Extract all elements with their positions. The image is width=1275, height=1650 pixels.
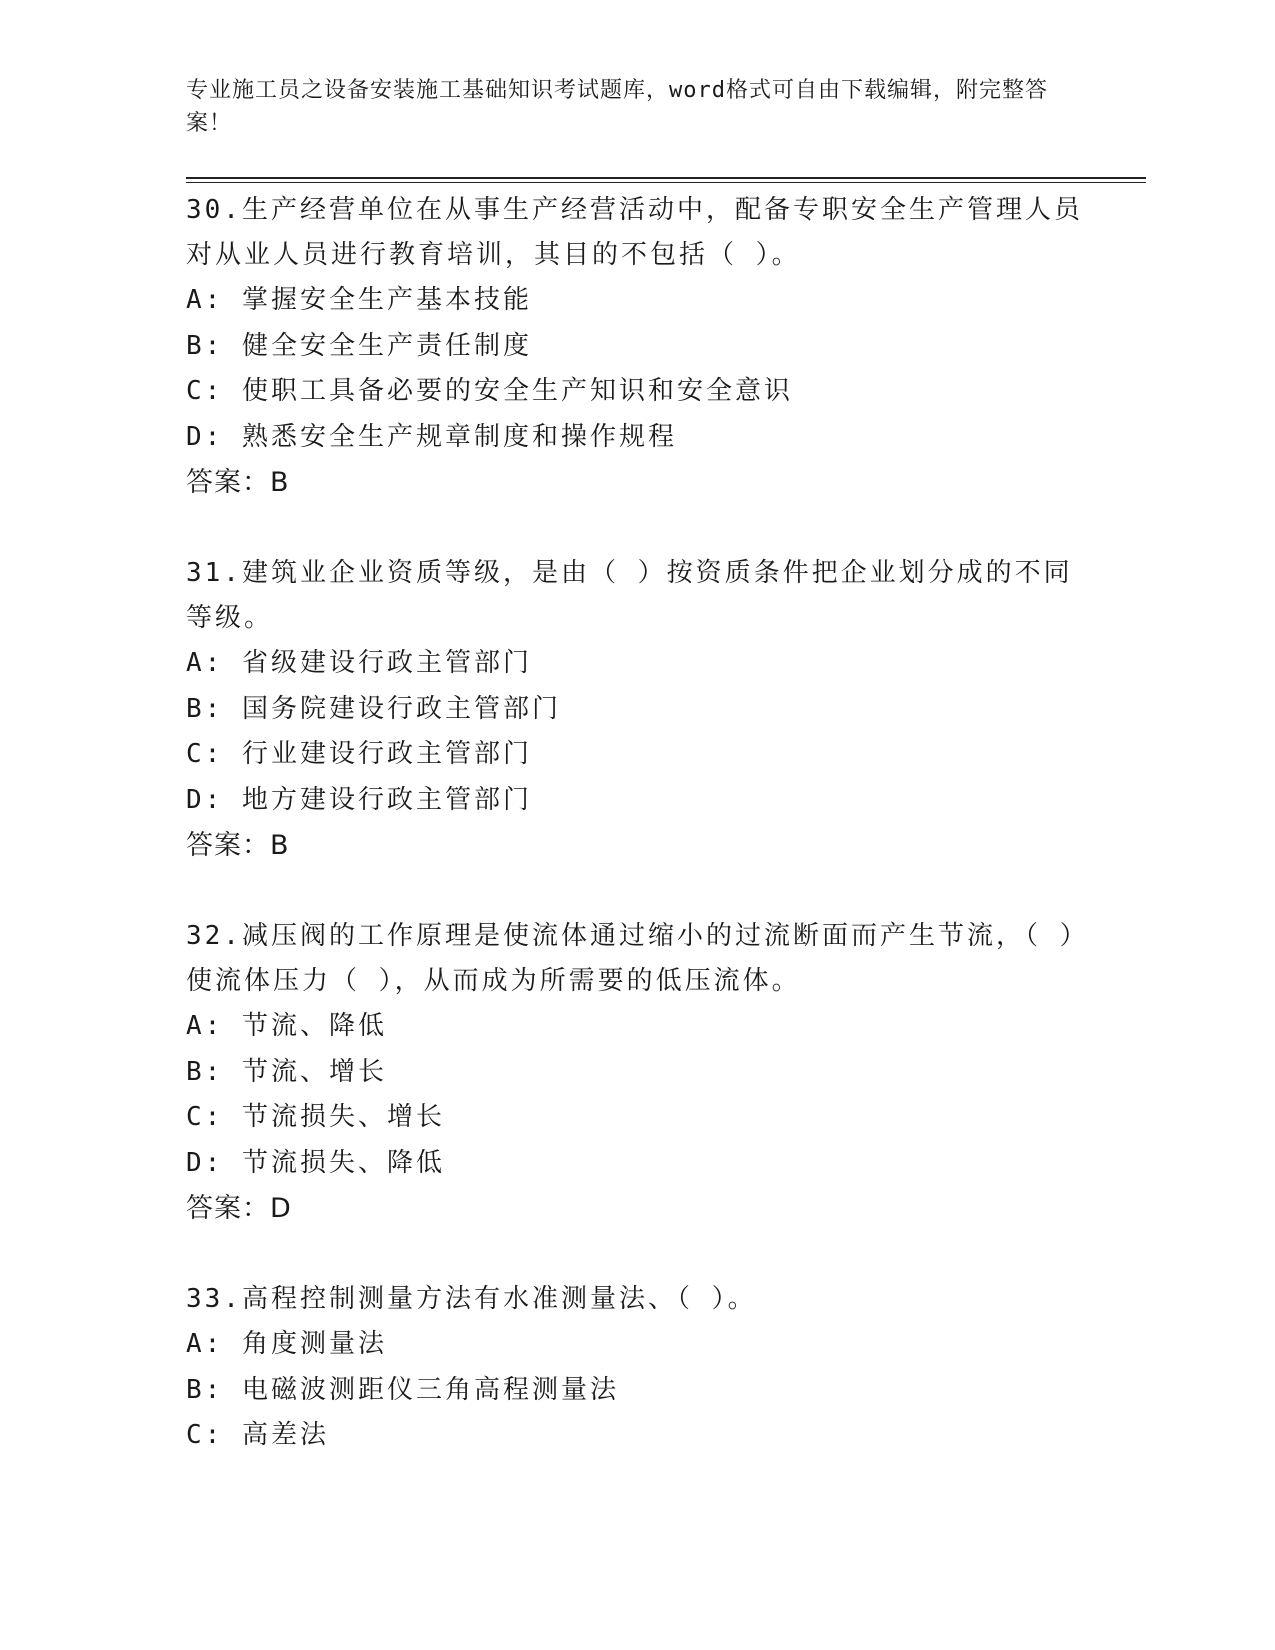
option-a: A: 角度测量法 [186,1329,387,1359]
option-b: B: 健全安全生产责任制度 [186,330,532,361]
option-a: A: 掌握安全生产基本技能 [186,285,532,315]
option-c: C: 高差法 [186,1420,329,1450]
option-c: C: 行业建设行政主管部门 [186,739,532,769]
question-list [186,188,1086,1459]
question-30 [186,188,1086,505]
answer-label: 答案：B [186,830,290,861]
option-d: D: 熟悉安全生产规章制度和操作规程 [186,421,677,452]
option-d: D: 节流损失、降低 [186,1147,445,1178]
document-header: 专业施工员之设备安装施工基础知识考试题库，word格式可自由下载编辑，附完整答案！ [186,78,1048,136]
option-b: B: 国务院建设行政主管部门 [186,693,561,724]
header-divider-thick [186,177,1146,179]
option-a: A: 节流、降低 [186,1011,387,1041]
option-b: B: 电磁波测距仪三角高程测量法 [186,1374,619,1405]
question-text: 30.生产经营单位在从事生产经营活动中，配备专职安全生产管理人员对从业人员进行教育培训，其目的不包括（ ）。 [186,195,1083,270]
option-d: D: 地方建设行政主管部门 [186,784,532,815]
question-text: 32.减压阀的工作原理是使流体通过缩小的过流断面而产生节流，（ ）使流体压力（ ），从而成为所需要的低压流体。 [186,921,1076,996]
question-33 [186,1277,1086,1459]
option-b: B: 节流、增长 [186,1056,387,1087]
question-31 [186,551,1086,868]
option-c: C: 使职工具备必要的安全生产知识和安全意识 [186,376,793,406]
question-32 [186,914,1086,1231]
answer-label: 答案：B [186,467,290,498]
option-c: C: 节流损失、增长 [186,1102,445,1132]
question-text: 31.建筑业企业资质等级，是由（ ）按资质条件把企业划分成的不同等级。 [186,558,1073,633]
option-a: A: 省级建设行政主管部门 [186,648,532,678]
question-text: 33.高程控制测量方法有水准测量法、（ ）。 [186,1284,757,1314]
answer-label: 答案：D [186,1193,292,1224]
header-divider-thin [186,182,1146,183]
